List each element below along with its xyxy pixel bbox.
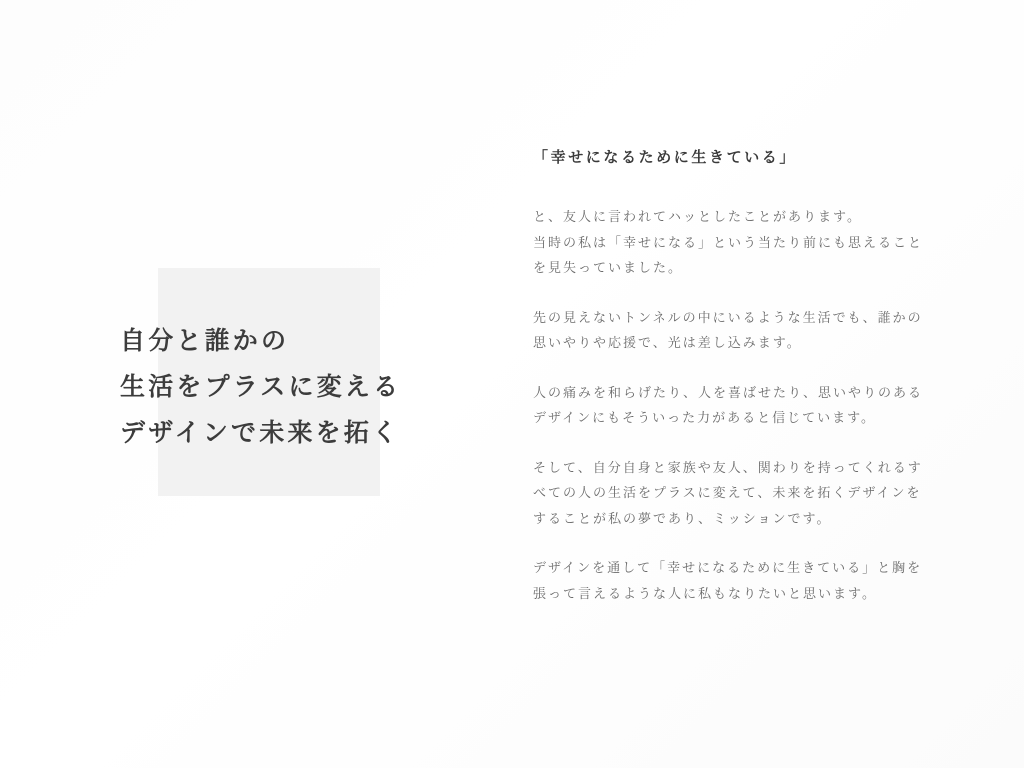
paragraph-line: デザインを通して「幸せになるために生きている」と胸を <box>533 560 923 575</box>
lead-quote: 「幸せになるために生きている」 <box>533 149 798 166</box>
body-text-block <box>533 146 985 606</box>
paragraph-line: べての人の生活をプラスに変えて、未来を拓くデザインを <box>533 485 922 500</box>
body-paragraph-1 <box>533 204 985 281</box>
headline-line-1: 自分と誰かの <box>120 327 290 355</box>
headline-line-3: デザインで未来を拓く <box>120 419 401 447</box>
body-paragraph-2 <box>533 305 985 356</box>
paragraph-line: と、友人に言われてハッとしたことがあります。 <box>533 209 862 224</box>
headline-line-2: 生活をプラスに変える <box>120 373 402 401</box>
paragraph-line: そして、自分自身と家族や友人、関わりを持ってくれるす <box>533 459 923 475</box>
paragraph-line: を見失っていました。 <box>533 260 684 275</box>
paragraph-line: デザインにもそういった力があると信じています。 <box>533 410 877 425</box>
paragraph-line: 張って言えるような人に私もなりたいと思います。 <box>533 585 877 601</box>
paragraph-line: 思いやりや応援で、光は差し込みます。 <box>533 335 802 350</box>
body-paragraph-3 <box>533 380 985 431</box>
paragraph-line: 人の痛みを和らげたり、人を喜ばせたり、思いやりのある <box>533 384 924 400</box>
paragraph-line: 当時の私は「幸せになる」という当たり前にも思えること <box>533 234 924 250</box>
paragraph-line: することが私の夢であり、ミッションです。 <box>533 510 832 526</box>
page-title <box>120 318 440 456</box>
body-paragraph-5 <box>533 555 985 606</box>
body-paragraph-4 <box>533 455 985 532</box>
headline-block <box>120 268 420 496</box>
paragraph-line: 先の見えないトンネルの中にいるような生活でも、誰かの <box>533 309 923 325</box>
